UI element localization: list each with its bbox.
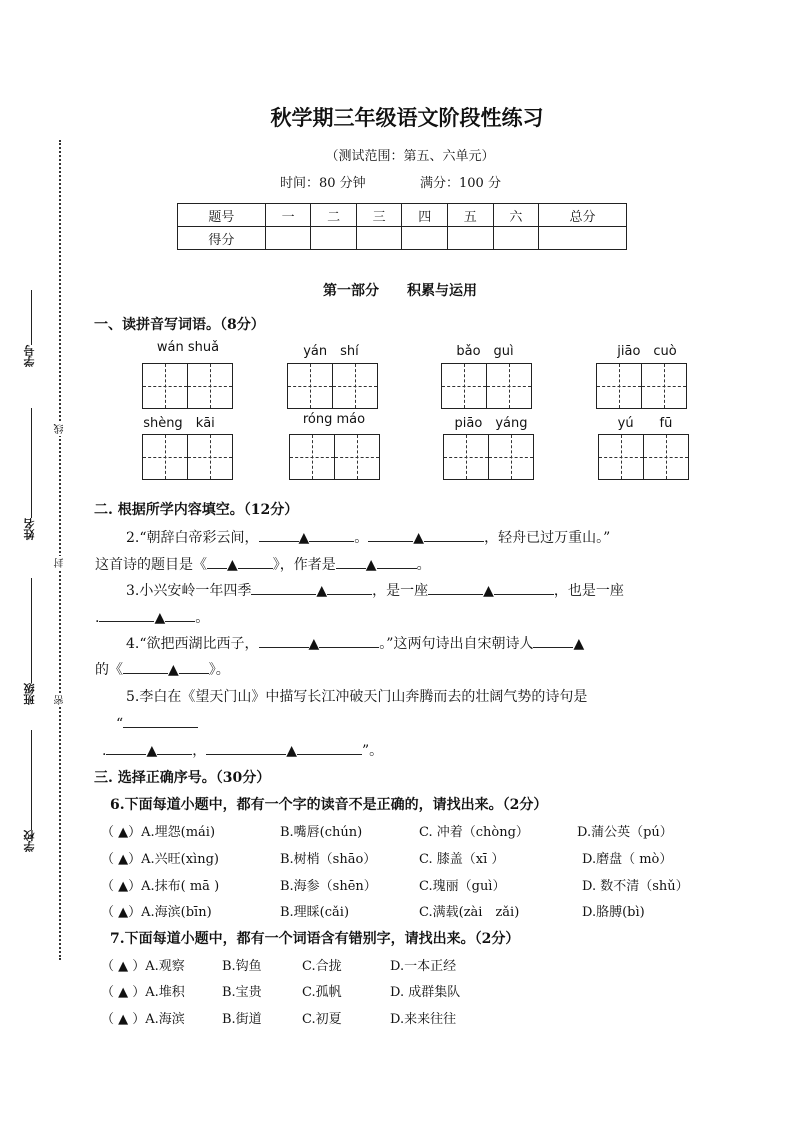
q7-option-b[interactable]: B.街道 xyxy=(222,1012,262,1027)
exam-time: 时间：80 分钟 xyxy=(280,176,366,191)
answer-blank[interactable] xyxy=(259,633,309,648)
q6-option-d[interactable]: D.胳膊(bì) xyxy=(582,905,645,920)
answer-blank[interactable] xyxy=(327,580,372,595)
pinyin-label: yú fū xyxy=(617,416,673,431)
answer-blank[interactable] xyxy=(251,580,316,595)
section-3-heading: 三. 选择正确序号。（30分） xyxy=(94,770,271,786)
q3-line-2: . ▲ 。 xyxy=(95,607,209,627)
question-7: 7.下面每道小题中，都有一个词语含有错别字，请找出来。（2分） xyxy=(110,931,520,947)
answer-blank[interactable] xyxy=(368,527,413,542)
answer-blank[interactable] xyxy=(157,740,192,755)
score-input-cell[interactable] xyxy=(539,227,627,250)
q5-line-2: “ xyxy=(116,713,198,732)
q7-option-d[interactable]: D.一本正经 xyxy=(390,959,457,974)
q4-line-2: 的《 ▲ 》。 xyxy=(95,659,230,679)
answer-blank[interactable] xyxy=(428,580,483,595)
q6-option-a[interactable]: （ ▲）A.海滨(bīn) xyxy=(101,905,212,920)
writing-grid[interactable] xyxy=(596,363,686,409)
q6-option-b[interactable]: B.海参（shēn） xyxy=(280,879,377,894)
answer-blank[interactable] xyxy=(336,554,366,569)
answer-blank[interactable] xyxy=(123,659,168,674)
seal-char-1: 线 xyxy=(55,424,66,434)
writing-grid[interactable] xyxy=(443,434,533,480)
answer-blank[interactable] xyxy=(377,554,417,569)
q6-option-a[interactable]: （ ▲）A.兴旺(xìng) xyxy=(101,852,219,867)
score-cell: 总分 xyxy=(539,204,627,227)
score-input-cell[interactable] xyxy=(265,227,311,250)
score-cell: 题号 xyxy=(178,204,266,227)
score-cell: 二 xyxy=(311,204,357,227)
pinyin-label: bǎo guì xyxy=(456,344,514,359)
q7-option-d[interactable]: D. 成群集队 xyxy=(390,985,461,1000)
score-input-cell[interactable] xyxy=(311,227,357,250)
score-cell: 六 xyxy=(493,204,539,227)
answer-blank[interactable] xyxy=(319,633,379,648)
name-label: 姓名 xyxy=(23,518,36,540)
answer-blank[interactable] xyxy=(179,659,209,674)
answer-blank[interactable] xyxy=(424,527,484,542)
q6-option-b[interactable]: B.树梢（shāo） xyxy=(280,852,377,867)
answer-blank[interactable] xyxy=(99,607,154,622)
answer-blank[interactable] xyxy=(494,580,554,595)
q4-line-1: 4.“欲把西湖比西子， ▲ 。”这两句诗出自宋朝诗人 ▲ xyxy=(126,633,584,653)
q6-option-a[interactable]: （ ▲）A.抹布( mā ) xyxy=(101,879,220,894)
answer-blank[interactable] xyxy=(165,607,195,622)
class-line xyxy=(31,578,32,683)
writing-grid[interactable] xyxy=(441,363,531,409)
q7-option-d[interactable]: D.来来往往 xyxy=(390,1012,457,1027)
section-1-heading: 一、读拼音写词语。（8分） xyxy=(94,317,265,333)
q6-option-c[interactable]: C.满载(zài zǎi) xyxy=(419,905,520,920)
answer-blank[interactable] xyxy=(123,713,198,728)
answer-blank[interactable] xyxy=(106,740,146,755)
seal-char-3: 密 xyxy=(55,695,66,705)
answer-blank[interactable] xyxy=(259,527,299,542)
q6-option-d[interactable]: D.蒲公英（pú） xyxy=(577,825,673,840)
q6-option-c[interactable]: C.瑰丽（guì） xyxy=(419,879,506,894)
q5-line-1: 5.李白在《望天门山》中描写长江冲破天门山奔腾而去的壮阔气势的诗句是 xyxy=(126,689,588,705)
section-2-heading: 二. 根据所学内容填空。（12分） xyxy=(94,502,299,518)
q7-option-b[interactable]: B.钩鱼 xyxy=(222,959,262,974)
class-label: 班级 xyxy=(23,683,36,705)
writing-grid[interactable] xyxy=(598,434,688,480)
answer-blank[interactable] xyxy=(207,554,227,569)
answer-blank[interactable] xyxy=(533,633,573,648)
score-input-cell[interactable] xyxy=(356,227,402,250)
pinyin-label: piāo yáng xyxy=(454,416,528,431)
score-table-score-row xyxy=(178,227,627,250)
q3-line-1: 3.小兴安岭一年四季 ▲ ，是一座 ▲ ，也是一座 xyxy=(126,580,624,600)
school-line xyxy=(31,730,32,830)
q2-line-1: 2.“朝辞白帝彩云间， ▲ 。 ▲ ，轻舟已过万重山。” xyxy=(126,527,610,547)
score-cell: 五 xyxy=(448,204,494,227)
student-no-label: 学号 xyxy=(23,345,36,367)
q7-option-c[interactable]: C.孤帆 xyxy=(302,985,342,1000)
q7-option-a[interactable]: （ ▲ ）A.观察 xyxy=(101,959,185,974)
question-6: 6.下面每道小题中，都有一个字的读音不是正确的，请找出来。（2分） xyxy=(110,797,548,813)
binding-dotted-line xyxy=(59,140,61,960)
q7-option-a[interactable]: （ ▲ ）A.海滨 xyxy=(101,1012,185,1027)
pinyin-label: yán shí xyxy=(303,344,359,359)
q7-option-c[interactable]: C.初夏 xyxy=(302,1012,342,1027)
score-table xyxy=(177,203,627,250)
answer-blank[interactable] xyxy=(206,740,286,755)
name-line xyxy=(31,408,32,518)
q6-option-a[interactable]: （ ▲）A.埋怨(mái) xyxy=(101,825,216,840)
q7-option-c[interactable]: C.合拢 xyxy=(302,959,342,974)
q7-option-a[interactable]: （ ▲ ）A.堆积 xyxy=(101,985,185,1000)
pinyin-label: wán shuǎ xyxy=(156,340,220,355)
q2-line-2: 这首诗的题目是《 ▲ 》，作者是 ▲ 。 xyxy=(95,554,431,574)
answer-blank[interactable] xyxy=(309,527,354,542)
writing-grid[interactable] xyxy=(142,434,232,480)
score-input-cell[interactable] xyxy=(448,227,494,250)
school-label: 学校 xyxy=(23,830,36,852)
q6-option-c[interactable]: C. 膝盖（xī ） xyxy=(419,852,505,867)
answer-blank[interactable] xyxy=(238,554,273,569)
pinyin-label: róng máo xyxy=(302,412,366,427)
full-score: 满分：100 分 xyxy=(420,176,501,191)
test-scope: （测试范围：第五、六单元） xyxy=(325,149,495,164)
part-one-heading: 第一部分 积累与运用 xyxy=(323,283,477,299)
writing-grid[interactable] xyxy=(142,363,232,409)
score-cell: 一 xyxy=(265,204,311,227)
score-table-header-row xyxy=(178,204,627,227)
pinyin-label: shèng kāi xyxy=(143,416,215,431)
q6-option-d[interactable]: D. 数不清（shǔ） xyxy=(582,879,689,894)
score-cell: 三 xyxy=(356,204,402,227)
score-input-cell[interactable] xyxy=(402,227,448,250)
q7-option-b[interactable]: B.宝贵 xyxy=(222,985,262,1000)
score-input-cell[interactable] xyxy=(493,227,539,250)
score-row-label: 得分 xyxy=(178,227,266,250)
writing-grid[interactable] xyxy=(289,434,379,480)
q6-option-d[interactable]: D.磨盘（ mò） xyxy=(582,852,673,867)
page-title: 秋学期三年级语文阶段性练习 xyxy=(270,105,544,130)
answer-blank[interactable] xyxy=(297,740,362,755)
writing-grid[interactable] xyxy=(287,363,377,409)
q5-line-3: . ▲ ， ▲ ”。 xyxy=(102,740,383,760)
pinyin-label: jiāo cuò xyxy=(617,344,677,359)
score-cell: 四 xyxy=(402,204,448,227)
seal-char-2: 封 xyxy=(55,558,66,568)
q6-option-c[interactable]: C. 冲着（chòng） xyxy=(419,825,529,840)
q6-option-b[interactable]: B.嘴唇(chún) xyxy=(280,825,363,840)
q6-option-b[interactable]: B.理睬(cǎi) xyxy=(280,905,350,920)
